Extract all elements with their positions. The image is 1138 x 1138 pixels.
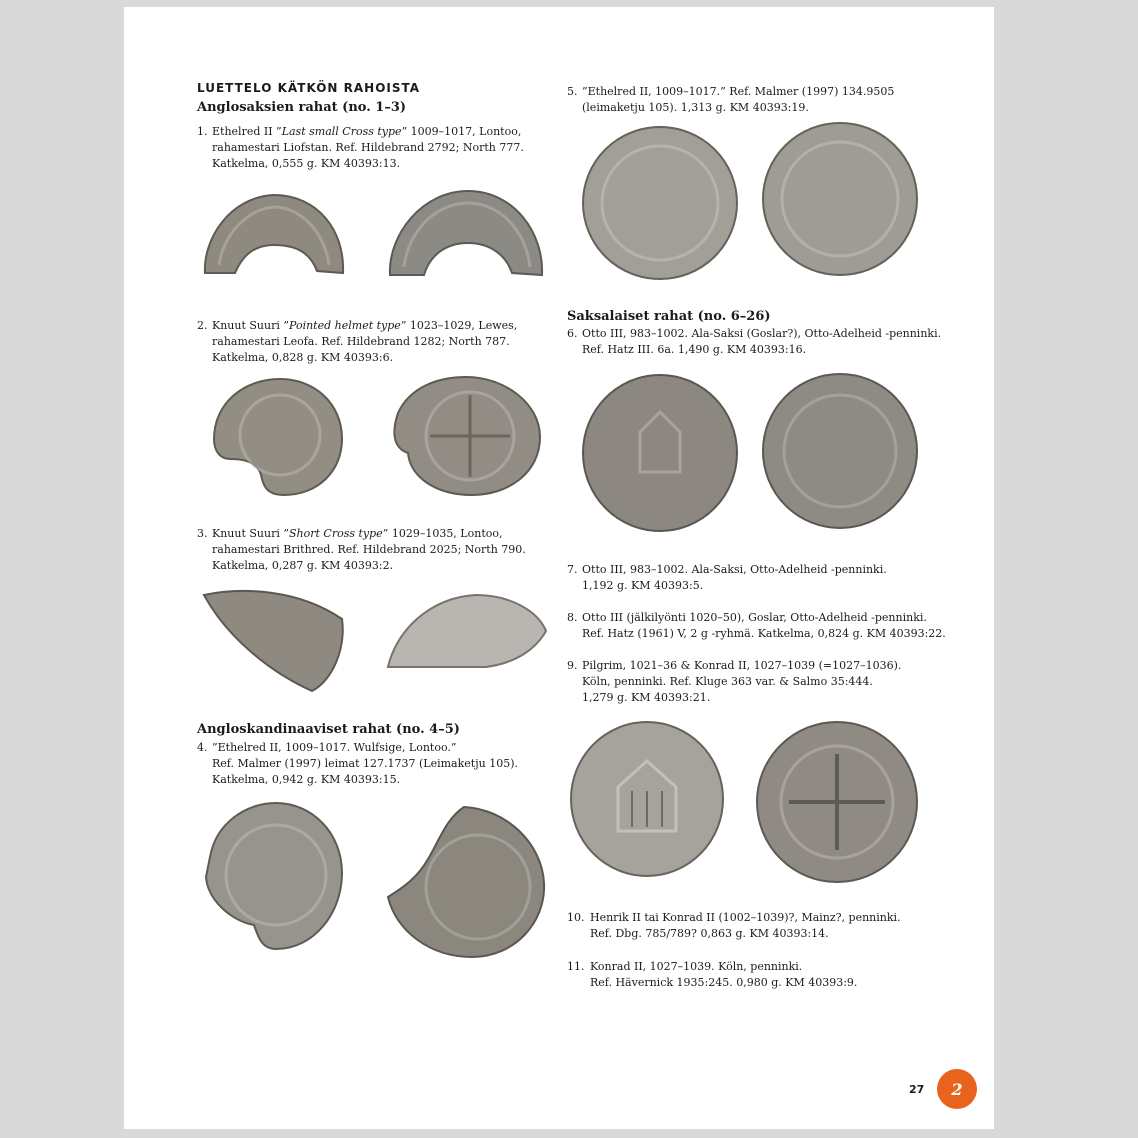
entry-number: 9. <box>567 659 578 672</box>
catalogue-entry-11 <box>567 959 937 991</box>
entry-text: Katkelma, 0,828 g. KM 40393:6. <box>212 351 394 364</box>
coin-3-reverse-photo <box>386 591 548 671</box>
coin-4-obverse-photo <box>202 797 346 955</box>
coin-1-obverse-photo <box>199 185 349 295</box>
coin-type-italic: Short Cross type <box>289 527 383 540</box>
entry-number: 6. <box>567 327 578 340</box>
entry-text: Otto III, 983–1002. Ala-Saksi (Goslar?), Otto-Adelheid -penninki. <box>582 327 942 340</box>
entry-text: (leimaketju 105). 1,313 g. KM 40393:19. <box>582 101 809 114</box>
coin-6-obverse-photo <box>580 372 740 534</box>
entry-number: 4. <box>197 741 208 754</box>
catalogue-entry-10 <box>567 910 937 942</box>
coin-1-reverse-photo <box>386 185 546 295</box>
section-title-anglo-scandinavian: Angloskandinaaviset rahat (no. 4–5) <box>197 722 460 737</box>
entry-text: Ethelred II ” <box>212 125 282 138</box>
entry-text: Katkelma, 0,942 g. KM 40393:15. <box>212 773 401 786</box>
catalogue-entry-7 <box>567 562 927 594</box>
catalogue-entry-6 <box>567 326 942 358</box>
coin-4-reverse-photo <box>382 803 550 963</box>
entry-text: Ref. Hatz (1961) V, 2 g -ryhmä. Katkelma, 0,824 g. KM 40393:22. <box>582 627 946 640</box>
coin-type-italic: Pointed helmet type <box>289 319 401 332</box>
entry-text: Otto III, 983–1002. Ala-Saksi, Otto-Adelheid -penninki. <box>582 563 887 576</box>
coin-9-reverse-photo <box>754 719 920 885</box>
entry-number: 8. <box>567 611 578 624</box>
entry-number: 2. <box>197 319 208 332</box>
entry-text: Katkelma, 0,287 g. KM 40393:2. <box>212 559 394 572</box>
coin-2-reverse-photo <box>386 373 546 499</box>
entry-text: ” 1023–1029, Lewes, <box>400 319 518 332</box>
entry-text: ”Ethelred II, 1009–1017.” Ref. Malmer (1997) 134.9505 <box>582 85 895 98</box>
entry-text: Ref. Malmer (1997) leimat 127.1737 (Leimaketju 105). <box>212 757 518 770</box>
coin-9-obverse-photo <box>568 719 726 879</box>
entry-text: Henrik II tai Konrad II (1002–1039)?, Mainz?, penninki. <box>590 911 901 924</box>
entry-number: 7. <box>567 563 578 576</box>
coin-type-italic: Last small Cross type <box>281 125 402 138</box>
coin-3-obverse-photo <box>202 585 348 695</box>
coin-6-reverse-photo <box>760 371 920 531</box>
entry-text: 1,192 g. KM 40393:5. <box>582 579 704 592</box>
entry-number: 3. <box>197 527 208 540</box>
catalogue-entry-4 <box>197 740 517 788</box>
entry-text: ” 1009–1017, Lontoo, <box>401 125 522 138</box>
coin-2-obverse-photo <box>210 375 346 499</box>
catalogue-entry-9 <box>567 658 937 706</box>
entry-text: rahamestari Brithred. Ref. Hildebrand 2025; North 790. <box>212 543 526 556</box>
entry-text: Ref. Hävernick 1935:245. 0,980 g. KM 40393:9. <box>590 976 858 989</box>
entry-text: Pilgrim, 1021–36 & Konrad II, 1027–1039 (=1027–1036). <box>582 659 902 672</box>
entry-number: 11. <box>567 960 585 973</box>
coin-5-reverse-photo <box>760 120 920 278</box>
catalogue-entry-5 <box>567 84 907 116</box>
entry-text: Knuut Suuri ” <box>212 319 289 332</box>
entry-number: 10. <box>567 911 585 924</box>
entry-text: Ref. Dbg. 785/789? 0,863 g. KM 40393:14. <box>590 927 829 940</box>
entry-text: Knuut Suuri ” <box>212 527 289 540</box>
catalogue-entry-8 <box>567 610 946 642</box>
catalogue-entry-3 <box>197 526 526 574</box>
entry-text: Otto III (jälkilyönti 1020–50), Goslar, Otto-Adelheid -penninki. <box>582 611 927 624</box>
catalogue-entry-1 <box>197 124 524 172</box>
page <box>124 7 994 1129</box>
chapter-badge: 2 <box>937 1069 977 1109</box>
coin-5-obverse-photo <box>580 124 740 282</box>
entry-text: rahamestari Liofstan. Ref. Hildebrand 2792; North 777. <box>212 141 524 154</box>
page-number: 27 <box>909 1083 925 1096</box>
entry-number: 1. <box>197 125 208 138</box>
entry-text: Katkelma, 0,555 g. KM 40393:13. <box>212 157 401 170</box>
entry-text: Ref. Hatz III. 6a. 1,490 g. KM 40393:16. <box>582 343 807 356</box>
section-title-anglo: Anglosaksien rahat (no. 1–3) <box>197 100 407 115</box>
entry-text: 1,279 g. KM 40393:21. <box>582 691 711 704</box>
catalogue-entry-2 <box>197 318 517 366</box>
entry-text: Köln, penninki. Ref. Kluge 363 var. & Salmo 35:444. <box>582 675 873 688</box>
entry-text: Konrad II, 1027–1039. Köln, penninki. <box>590 960 803 973</box>
entry-text: rahamestari Leofa. Ref. Hildebrand 1282; North 787. <box>212 335 510 348</box>
section-title-german: Saksalaiset rahat (no. 6–26) <box>567 309 771 324</box>
entry-number: 5. <box>567 85 578 98</box>
entry-text: ”Ethelred II, 1009–1017. Wulfsige, Lontoo.” <box>212 741 457 754</box>
catalogue-heading: LUETTELO KÄTKÖN RAHOISTA <box>197 81 421 95</box>
entry-text: ” 1029–1035, Lontoo, <box>382 527 503 540</box>
